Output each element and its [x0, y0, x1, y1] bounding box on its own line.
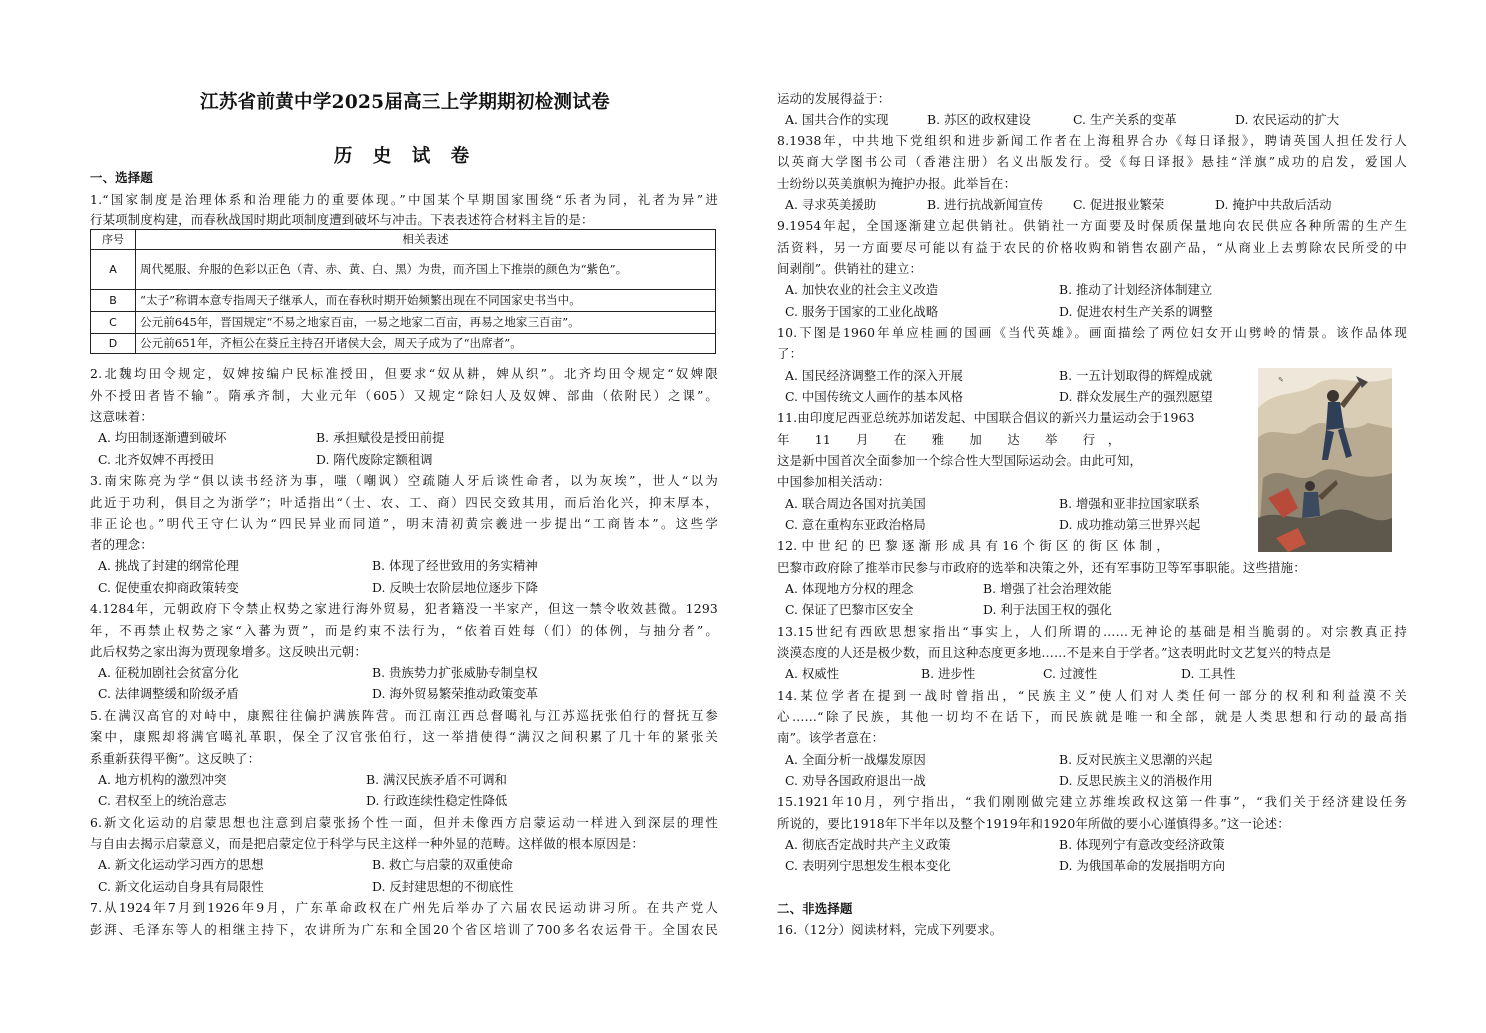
q10-option: B. 一五计划取得的辉煌成就 — [1059, 368, 1213, 383]
q3-stem: 3.南宋陈亮为学“俱以读书经济为事，嗤（嘲讽）空疏随人牙后谈性命者，以为灰埃”，世人“以为 — [90, 473, 718, 488]
q10-option: A. 国民经济调整工作的深入开展 — [785, 368, 963, 383]
q9-stem: 间剥削”。供销社的建立： — [777, 261, 923, 276]
row-text: 公元前651年，齐桓公在葵丘主持召开诸侯大会，周天子成为了“出席者”。 — [136, 334, 716, 354]
q4-stem: 此后权势之家出海为贾现象增多。这反映出元朝： — [90, 644, 367, 659]
q9-option: D. 促进农村生产关系的调整 — [1059, 304, 1213, 319]
row-key: D — [91, 334, 136, 354]
q14-option: A. 全面分析一战爆发原因 — [785, 752, 926, 767]
q9-option: C. 服务于国家的工业化战略 — [785, 304, 939, 319]
q13-stem: 淡漠态度的人还是极少数，而且这种态度更多地……不是来自于学者。”这表明此时文艺复兴的特点是 — [777, 645, 1332, 660]
q11-stem: 中国参加相关活动： — [777, 474, 891, 489]
row-key: A — [91, 250, 136, 290]
exam-title: 江苏省前黄中学2025届高三上学期期初检测试卷 — [200, 92, 610, 113]
q4-stem: 年，不再禁止权势之家“入蕃为贾”，而是约束不法行为，“依着百姓每（们）的体例，与抽分者”。 — [90, 623, 718, 638]
q2-option: A. 均田制逐渐遭到破坏 — [98, 430, 227, 445]
q11-option: D. 成功推动第三世界兴起 — [1059, 517, 1201, 532]
exam-subtitle: 历 史 试 卷 — [333, 146, 477, 167]
table-row — [91, 250, 716, 290]
q4-option: B. 贵族势力扩张威胁专制皇权 — [372, 665, 538, 680]
q9-stem: 9.1954年起，全国逐渐建立起供销社。供销社一方面要及时保质保量地向农民供应各种所需的生产生 — [777, 218, 1407, 233]
q14-stem: 14.某位学者在提到一战时曾指出，“民族主义”使人们对人类任何一部分的权利和利益漠不关 — [777, 688, 1407, 703]
svg-text:✎: ✎ — [1278, 376, 1284, 384]
section-heading-nonchoice: 二、非选择题 — [777, 901, 853, 916]
q5-option: A. 地方机构的激烈冲突 — [98, 772, 227, 787]
q2-stem: 2.北魏均田令规定，奴婢按编户民标准授田，但要求“奴从耕，婢从织”。北齐均田令规定“奴婢限 — [90, 366, 718, 381]
q14-stem: 南”。该学者意在： — [777, 730, 885, 745]
q1-table — [90, 229, 716, 354]
q7-stem: 彭湃、毛泽东等人的相继主持下，农讲所为广东和全国20个省区培训了700多名农运骨干。全国农民 — [90, 922, 718, 937]
q8-option: A. 寻求英美援助 — [785, 197, 877, 212]
q3-stem: 非正论也。”明代王守仁认为“四民异业而同道”，明末清初黄宗羲进一步提出“工商皆本”。这些学 — [90, 516, 718, 531]
q10-option: D. 群众发展生产的强烈愿望 — [1059, 389, 1213, 404]
table-header-cell: 相关表述 — [136, 230, 716, 250]
q14-option: C. 劝导各国政府退出一战 — [785, 773, 926, 788]
table-row — [91, 334, 716, 354]
q5-stem: 5.在满汉高官的对峙中，康熙往往偏护满族阵营。而江南江西总督噶礼与江苏巡抚张伯行的督抚互参 — [90, 708, 718, 723]
q5-stem: 系重新获得平衡”。这反映了： — [90, 751, 261, 766]
q11-option: C. 意在重构东亚政治格局 — [785, 517, 926, 532]
q9-stem: 活资料，另一方面要尽可能以有益于农民的价格收购和销售农副产品，“从商业上去剪除农民所受的中 — [777, 240, 1407, 255]
q8-stem: 士纷纷以英美旗帜为掩护办报。此举旨在： — [777, 176, 1017, 191]
q4-stem: 4.1284年，元朝政府下令禁止权势之家进行海外贸易，犯者籍没一半家产，但这一禁令收效甚微。1293 — [90, 601, 718, 616]
q8-option: D. 掩护中共敌后活动 — [1215, 197, 1332, 212]
q6-stem: 6.新文化运动的启蒙思想也注意到启蒙张扬个性一面，但并未像西方启蒙运动一样进入到深层的理性 — [90, 815, 718, 830]
q8-stem: 8.1938年，中共地下党组织和进步新闻工作者在上海租界合办《每日译报》，聘请英国人担任发行人 — [777, 133, 1407, 148]
q5-stem: 案中，康熙却将满官噶礼革职，保全了汉官张伯行，这一举措使得“满汉之间积累了几十年的紧张关 — [90, 729, 718, 744]
q11-stem: 年 11 月 在 雅 加 达 举 行 ， — [777, 432, 1121, 447]
q11-stem: 11.由印度尼西亚总统苏加诺发起、中国联合倡议的新兴力量运动会于1963 — [777, 410, 1195, 425]
q6-stem: 与自由去揭示启蒙意义，而是把启蒙定位于科学与民主这样一种外显的范畴。这样做的根本原因是： — [90, 836, 644, 851]
q12-stem: 12. 中 世 纪 的 巴 黎 逐 渐 形 成 具 有 16 个 街 区 的 街 区 体 制 ， — [777, 538, 1169, 553]
q15-option: A. 彻底否定战时共产主义政策 — [785, 837, 951, 852]
q6-option: D. 反封建思想的不彻底性 — [372, 879, 514, 894]
q7-stem: 7.从1924年7月到1926年9月，广东革命政权在广州先后举办了六届农民运动讲习所。在共产党人 — [90, 900, 718, 915]
q9-option: B. 推动了计划经济体制建立 — [1059, 282, 1213, 297]
q14-stem: 心……“除了民族，其他一切均不在话下，而民族就是唯一和全部，就是人类思想和行动的最高指 — [777, 709, 1407, 724]
q13-option: C. 过渡性 — [1043, 666, 1098, 681]
q11-stem: 这是新中国首次全面参加一个综合性大型国际运动会。由此可知， — [777, 453, 1143, 468]
q12-option: C. 保证了巴黎市区安全 — [785, 602, 914, 617]
q7-option: D. 农民运动的扩大 — [1235, 112, 1340, 127]
q5-option: B. 满汉民族矛盾不可调和 — [366, 772, 507, 787]
q7-stem: 运动的发展得益于： — [777, 91, 891, 106]
q2-stem: 这意味着： — [90, 409, 153, 424]
table-row — [91, 312, 716, 334]
q12-stem: 巴黎市政府除了推举市民参与市政府的选举和决策之外，还有军事防卫等军事职能。这些措施： — [777, 560, 1306, 575]
table-header-cell: 序号 — [91, 230, 136, 250]
q3-stem: 此近于功利，俱目之为浙学”；叶适指出“（士、农、工、商）四民交致其用，而后治化兴，抑末厚本， — [90, 495, 718, 510]
q13-stem: 13.15世纪有西欧思想家指出“事实上，人们所谓的……无神论的基础是相当脆弱的。对宗教真正持 — [777, 624, 1407, 639]
q15-stem: 所说的，要比1918年下半年以及整个1919年和1920年所做的要小心谨慎得多。”这一论述： — [777, 816, 1290, 831]
q6-option: C. 新文化运动自身具有局限性 — [98, 879, 264, 894]
q15-option: D. 为俄国革命的发展指明方向 — [1059, 858, 1226, 873]
q7-option: C. 生产关系的变革 — [1073, 112, 1177, 127]
q13-option: D. 工具性 — [1181, 666, 1236, 681]
q4-option: D. 海外贸易繁荣推动政策变革 — [372, 686, 539, 701]
row-text: “太子”称谓本意专指周天子继承人，而在春秋时期开始频繁出现在不同国家史书当中。 — [136, 290, 716, 312]
q1-stem: 行某项制度构建，而春秋战国时期此项制度遭到破坏与冲击。下表表述符合材料主旨的是： — [90, 212, 594, 227]
q14-option: D. 反思民族主义的消极作用 — [1059, 773, 1213, 788]
section-heading-choice: 一、选择题 — [90, 170, 153, 185]
row-text: 公元前645年，晋国规定“不易之地家百亩，一易之地家二百亩，再易之地家三百亩”。 — [136, 312, 716, 334]
q6-option: B. 救亡与启蒙的双重使命 — [372, 857, 513, 872]
q2-option: D. 隋代废除定额租调 — [316, 452, 433, 467]
q2-option: C. 北齐奴婢不再授田 — [98, 452, 215, 467]
q15-stem: 15.1921年10月，列宁指出，“我们刚刚做完建立苏维埃政权这第一件事”，“我们关于经济建设任务 — [777, 794, 1407, 809]
q8-option: B. 进行抗战新闻宣传 — [927, 197, 1044, 212]
q7-option: A. 国共合作的实现 — [785, 112, 889, 127]
q10-option: C. 中国传统文人画作的基本风格 — [785, 389, 963, 404]
q5-option: C. 君权至上的统治意志 — [98, 793, 227, 808]
q9-option: A. 加快农业的社会主义改造 — [785, 282, 939, 297]
q11-option: B. 增强和亚非拉国家联系 — [1059, 496, 1200, 511]
row-key: C — [91, 312, 136, 334]
row-text: 周代冕服、弁服的色彩以正色（青、赤、黄、白、黑）为贵，而齐国上下推崇的颜色为“紫色”。 — [136, 250, 716, 290]
q13-option: A. 权威性 — [785, 666, 839, 681]
q14-option: B. 反对民族主义思潮的兴起 — [1059, 752, 1213, 767]
q3-stem: 者的理念： — [90, 537, 153, 552]
q4-option: C. 法律调整缓和阶级矛盾 — [98, 686, 239, 701]
painting-illustration — [1258, 368, 1392, 552]
q12-option: B. 增强了社会治理效能 — [983, 581, 1112, 596]
painting-image — [1258, 368, 1392, 552]
q11-option: A. 联合周边各国对抗美国 — [785, 496, 926, 511]
q10-stem: 10.下图是1960年单应桂画的国画《当代英雄》。画面描绘了两位妇女开山劈岭的情景。该作品体现 — [777, 325, 1407, 340]
q16-stem: 16.（12分）阅读材料，完成下列要求。 — [777, 922, 1003, 937]
q12-option: A. 体现地方分权的理念 — [785, 581, 914, 596]
q7-option: B. 苏区的政权建设 — [927, 112, 1031, 127]
q2-stem: 外不授田者皆不输”。隋承齐制，大业元年（605）又规定“除妇人及奴婢、部曲（依附民）之课”。 — [90, 388, 718, 403]
table-row — [91, 290, 716, 312]
q3-option: D. 反映士农阶层地位逐步下降 — [372, 580, 539, 595]
row-key: B — [91, 290, 136, 312]
q6-option: A. 新文化运动学习西方的思想 — [98, 857, 264, 872]
q3-option: A. 挑战了封建的纲常伦理 — [98, 558, 239, 573]
q1-stem: 1.“国家制度是治理体系和治理能力的重要体现。”中国某个早期国家围绕“乐者为同，礼者为异”进 — [90, 192, 718, 207]
q4-option: A. 征税加剧社会贫富分化 — [98, 665, 239, 680]
q10-stem: 了： — [777, 346, 803, 361]
q8-option: C. 促进报业繁荣 — [1073, 197, 1165, 212]
q3-option: B. 体现了经世致用的务实精神 — [372, 558, 538, 573]
q13-option: B. 进步性 — [921, 666, 976, 681]
q12-option: D. 利于法国王权的强化 — [983, 602, 1112, 617]
q2-option: B. 承担赋役是授田前提 — [316, 430, 445, 445]
q3-option: C. 促使重农抑商政策转变 — [98, 580, 239, 595]
q8-stem: 以英商大学图书公司（香港注册）名义出版发行。受《每日译报》悬挂“洋旗”成功的启发，爱国人 — [777, 154, 1407, 169]
q5-option: D. 行政连续性稳定性降低 — [366, 793, 508, 808]
q15-option: C. 表明列宁思想发生根本变化 — [785, 858, 951, 873]
q15-option: B. 体现列宁有意改变经济政策 — [1059, 837, 1225, 852]
